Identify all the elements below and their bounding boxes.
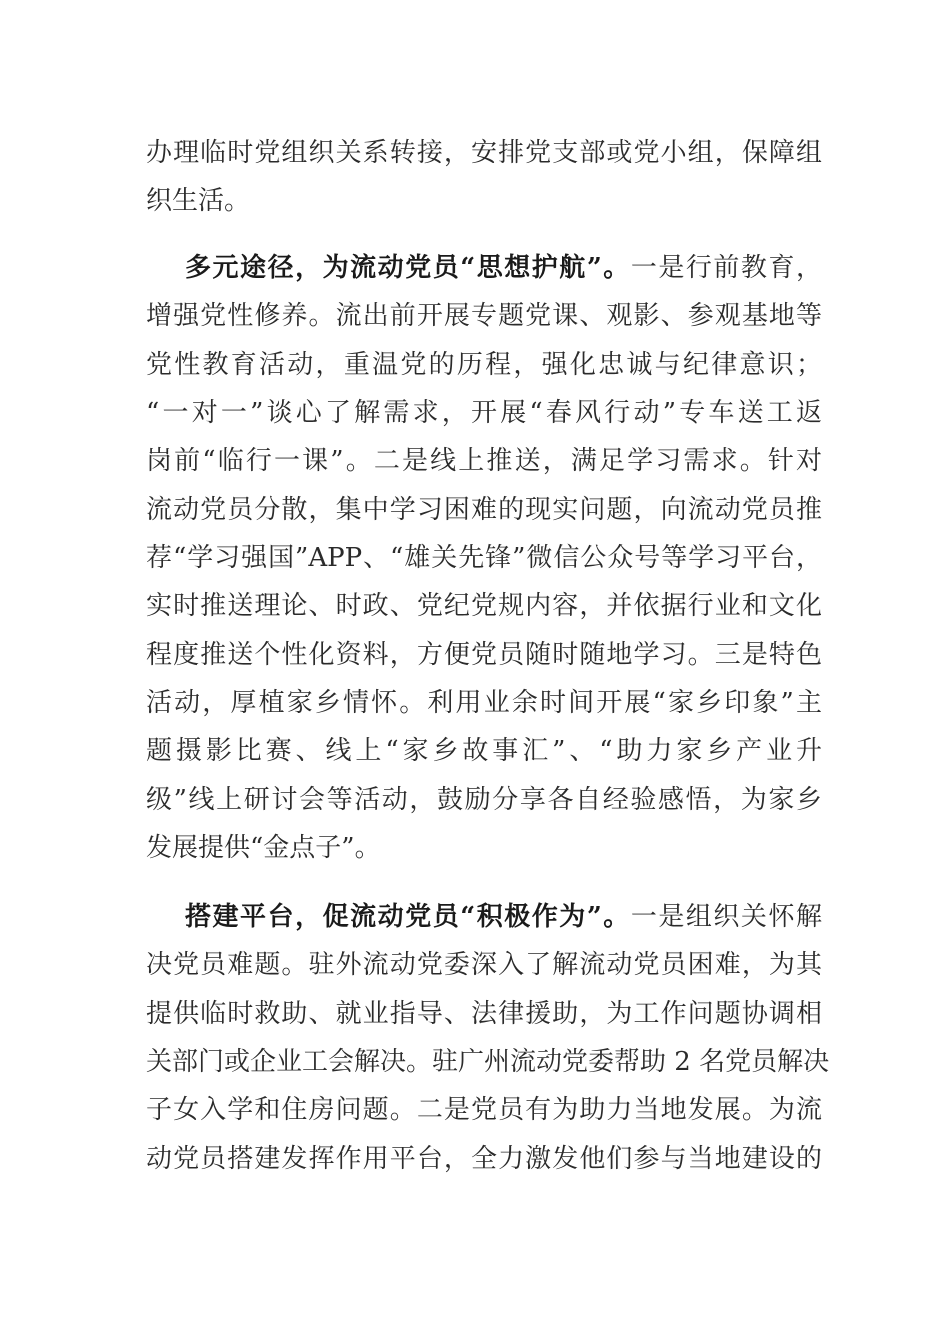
text-line: 题摄影比赛、线上“家乡故事汇”、“助力家乡产业升 <box>146 736 822 766</box>
text-line: 岗前“临行一课”。二是线上推送，满足学习需求。针对 <box>146 446 822 476</box>
text-line: 程度推送个性化资料，方便党员随时随地学习。三是特色 <box>146 640 822 670</box>
paragraph-heading: 搭建平台，促流动党员“积极作为”。 <box>185 902 631 932</box>
text-line: 关部门或企业工会解决。驻广州流动党委帮助 2 名党员解决 <box>146 1047 830 1077</box>
text-line: 荐“学习强国”APP、“雄关先锋”微信公众号等学习平台， <box>146 543 822 573</box>
text-run: 一是行前教育， <box>630 253 822 283</box>
text-line: 增强党性修养。流出前开展专题党课、观影、参观基地等 <box>146 301 822 331</box>
text-line <box>185 897 822 937</box>
text-line: 活动，厚植家乡情怀。利用业余时间开展“家乡印象”主 <box>146 688 822 718</box>
text-line: “一对一”谈心了解需求，开展“春风行动”专车送工返 <box>146 398 822 428</box>
text-line: 级”线上研讨会等活动，鼓励分享各自经验感悟，为家乡 <box>146 785 822 815</box>
text-line: 实时推送理论、时政、党纪党规内容，并依据行业和文化 <box>146 591 822 621</box>
text-line: 决党员难题。驻外流动党委深入了解流动党员困难，为其 <box>146 950 822 980</box>
text-line: 织生活。 <box>146 186 251 216</box>
text-run: 一是组织关怀解 <box>630 902 822 932</box>
text-line: 流动党员分散，集中学习困难的现实问题，向流动党员推 <box>146 495 822 525</box>
text-line <box>185 248 822 288</box>
text-line: 党性教育活动，重温党的历程，强化忠诚与纪律意识； <box>146 350 822 380</box>
text-line: 子女入学和住房问题。二是党员有为助力当地发展。为流 <box>146 1095 822 1125</box>
text-line: 动党员搭建发挥作用平台，全力激发他们参与当地建设的 <box>146 1144 822 1174</box>
text-line: 办理临时党组织关系转接，安排党支部或党小组，保障组 <box>146 138 822 168</box>
text-line: 提供临时救助、就业指导、法律援助，为工作问题协调相 <box>146 999 822 1029</box>
paragraph-heading: 多元途径，为流动党员“思想护航”。 <box>185 253 631 283</box>
text-line: 发展提供“金点子”。 <box>146 833 381 863</box>
